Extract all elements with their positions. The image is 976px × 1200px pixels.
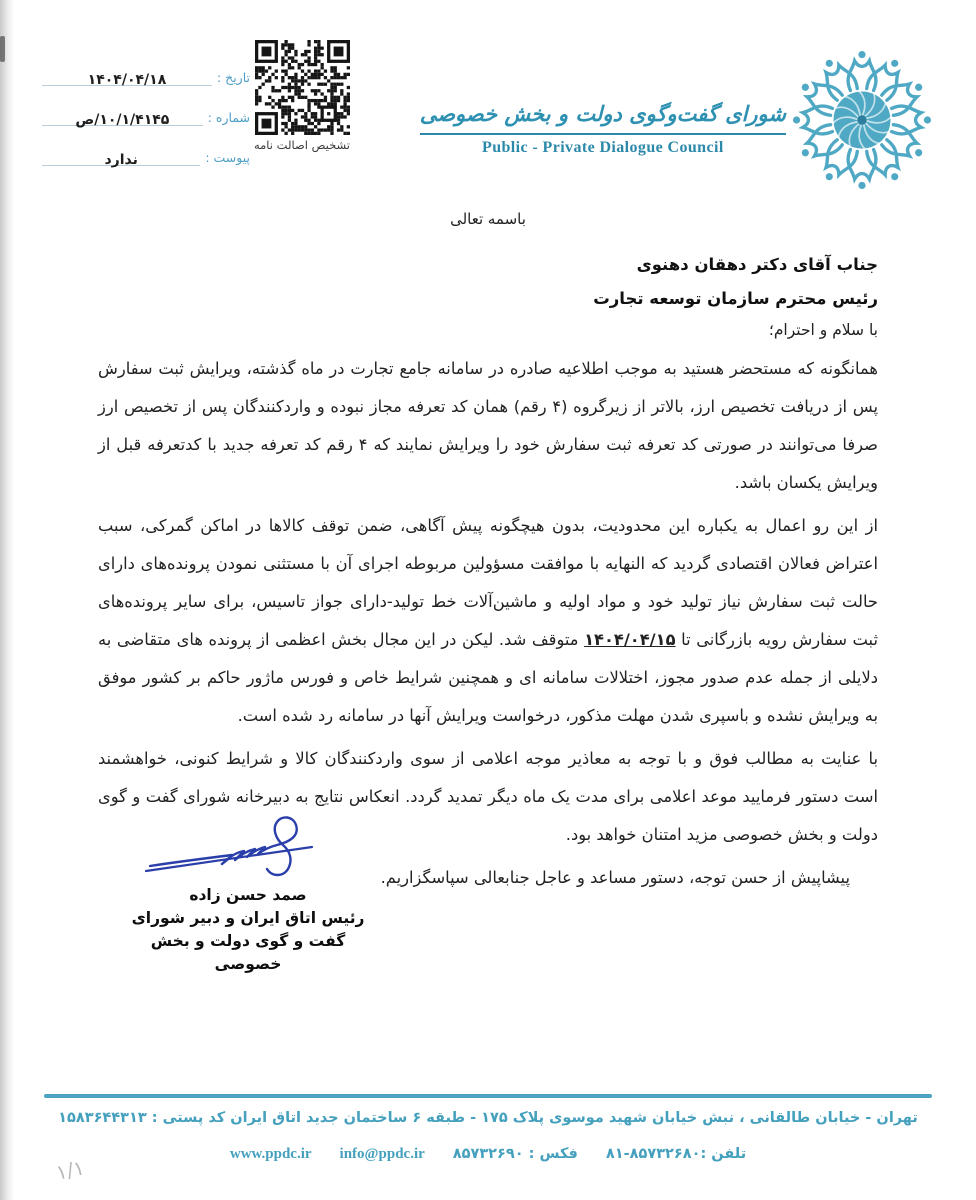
attachment-line — [42, 146, 200, 166]
attachment-label: پیوست : — [205, 150, 250, 165]
footer-contact — [44, 1146, 932, 1163]
closing-line: پیشاپیش از حسن توجه، دستور مساعد و عاجل جنابعالی سپاسگزاریم. — [380, 868, 850, 887]
signature-block — [116, 806, 380, 976]
qr-block — [252, 40, 352, 152]
paragraph-1: همانگونه که مستحضر هستید به موجب اطلاعیه صادره در سامانه جامع تجارت در ماه گذشته، ویرایش ثبت سفارش پس از دریافت تخصیص ارز، بالاتر از زیرگروه (۴ رقم) همان کد تعرفه مجاز نبوده و واردکنندگان پس از تخصیص ارز صرفا می‌توانند در صورتی کد تعرفه ثبت سفارش خود را ویرایش نمایند که ۴ رقم کد تعرفه جدید با کدتعرفه قبل از ویرایش یکسان باشد. — [98, 359, 878, 492]
letter-meta-block — [42, 46, 250, 166]
number-value: ۱۰/۱/۴۱۴۵/ص — [75, 112, 170, 128]
footer-website: www.ppdc.ir — [229, 1146, 312, 1162]
meta-row-date — [42, 46, 250, 86]
org-name-fa: شورای گفت‌وگوی دولت و بخش خصوصی — [420, 102, 786, 135]
signer-name: صمد حسن زاده — [189, 886, 307, 904]
recipient-block — [593, 248, 878, 339]
footer-address: تهران - خیابان طالقانی ، نبش خیابان شهید موسوی پلاک ۱۷۵ - طبقه ۶ ساختمان جدید اتاق ایران کد پستی : ۱۵۸۳۶۴۴۳۱۳ — [58, 1110, 918, 1126]
bismillah: باسمه تعالی — [450, 210, 526, 228]
council-logo-icon — [786, 44, 938, 200]
date-value: ۱۴۰۴/۰۴/۱۸ — [87, 72, 167, 88]
footer-divider — [44, 1094, 932, 1098]
footer-email: info@ppdc.ir — [339, 1146, 425, 1162]
qr-code-icon — [255, 40, 350, 135]
salutation: با سلام و احترام؛ — [768, 321, 878, 339]
qr-caption: تشخیص اصالت نامه — [253, 138, 351, 152]
paragraph-2-after: متوقف شد. لیکن در این مجال بخش اعظمی از پرونده های متقاضی به دلایلی از جمله عدم صدور مجوز، اختلالات سامانه ای و همچنین شرایط خاص و فورس ماژور حاکم بر کشور موفق به ویرایش نشده و باسپری شدن مهلت مذکور، درخواست ویرایش آنها در سامانه رد شده است. — [98, 630, 878, 725]
page-number: ۱/۱ — [53, 1155, 87, 1185]
signer-title-1: رئیس اتاق ایران و دبیر شورای — [131, 909, 365, 927]
org-name-block — [416, 88, 786, 157]
recipient-title: رئیس محترم سازمان توسعه تجارت — [593, 289, 878, 308]
paragraph-3: با عنایت به مطالب فوق و با توجه به معاذیر موجه اعلامی از سوی واردکنندگان کالا و شرایط کنونی، خواهشمند است دستور فرمایید موعد اعلامی برای مدت یک ماه دیگر تمدید گردد. انعکاس نتایج به دبیرخانه شورای گفت و گوی دولت و بخش خصوصی مزید امتنان خواهد بود. — [98, 749, 878, 844]
footer-phone: تلفن :۸۵۷۳۲۶۸۰-۸۱ — [605, 1146, 747, 1162]
paragraph-2-before: از این رو اعمال به یکباره این محدودیت، بدون هیچگونه پیش آگاهی، ضمن توقف کالاها در اماکن گمرکی، سبب اعتراض فعالان اقتصادی گردید که النهایه با موافقت مسؤولین مربوطه اجرای آن با مستثنی نمودن پرونده‌های دارای حالت ثبت سفارش نیاز تولید خود و مواد اولیه و ماشین‌آلات خط تولید-دارای جواز تاسیس، برای سایر پرونده‌های ثبت سفارش رویه بازرگانی تا — [98, 516, 878, 649]
number-line — [42, 106, 203, 126]
date-label: تاریخ : — [216, 70, 250, 85]
attachment-value: ندارد — [104, 152, 138, 168]
org-name-en: Public - Private Dialogue Council — [482, 138, 724, 156]
signer-title-2: گفت و گوی دولت و بخش خصوصی — [150, 932, 346, 973]
scan-edge-artifact — [0, 0, 14, 1200]
scan-edge-mark — [0, 36, 5, 62]
meta-row-attachment — [42, 126, 250, 166]
letterhead-brand — [419, 44, 938, 200]
recipient-name: جناب آقای دکتر دهقان دهنوی — [636, 255, 878, 274]
meta-row-number — [42, 86, 250, 126]
paragraph-2 — [98, 507, 878, 735]
deadline-date: ۱۴۰۴/۰۴/۱۵ — [584, 630, 676, 649]
footer-fax: فکس : ۸۵۷۳۲۶۹۰ — [452, 1146, 578, 1162]
handwritten-signature — [136, 806, 361, 884]
date-line — [42, 66, 212, 86]
number-label: شماره : — [207, 110, 250, 125]
